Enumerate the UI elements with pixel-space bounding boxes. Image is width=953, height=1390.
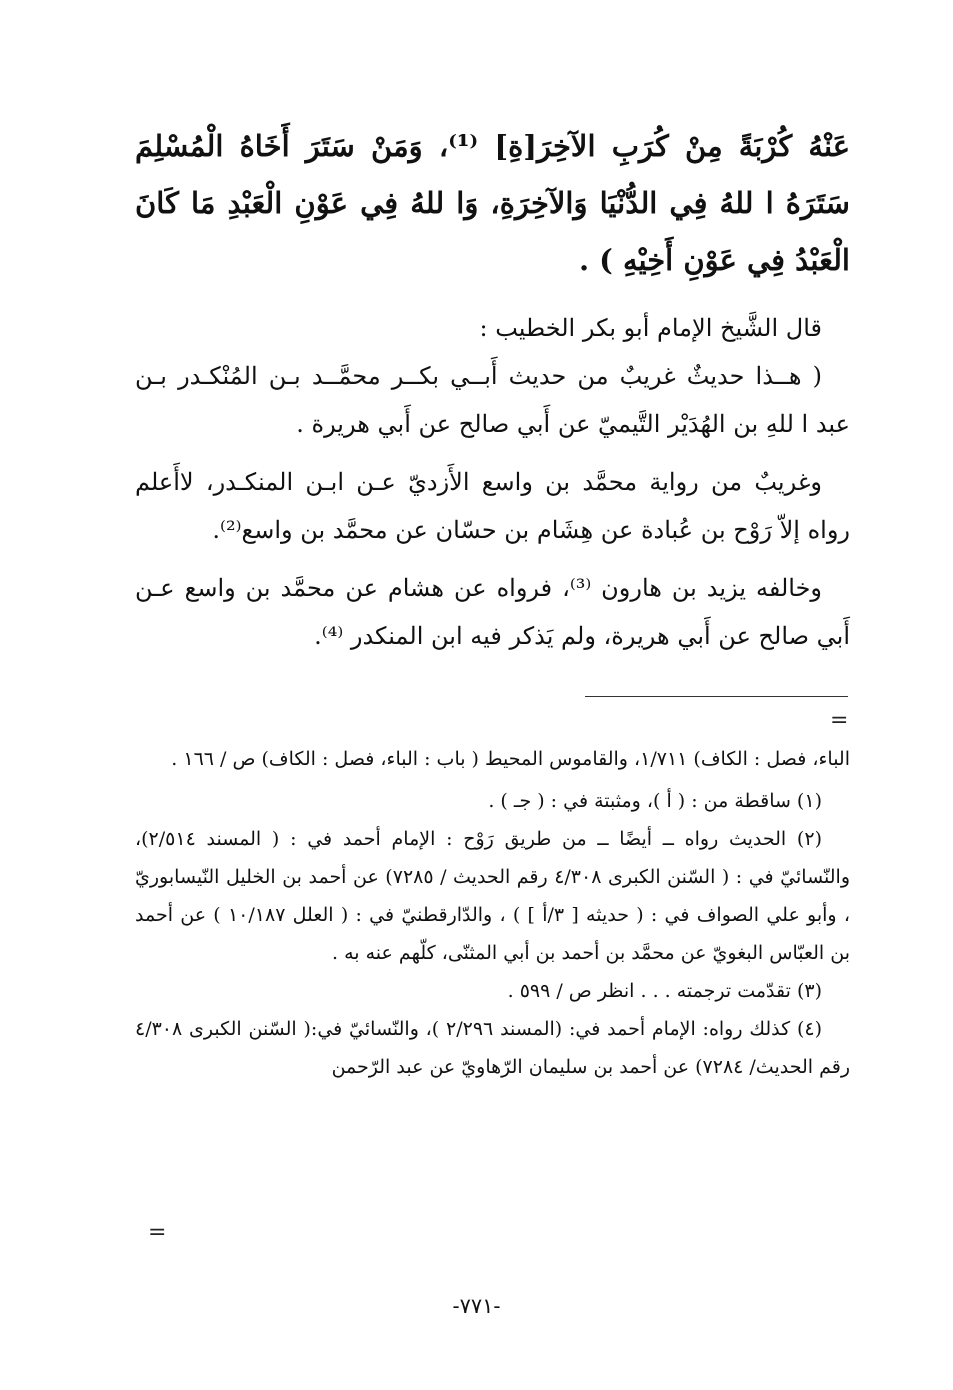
footnote-1: (١) ساقطة من : ( أ )، ومثبتة في : ( جـ ) .	[488, 790, 822, 812]
footnote-2: (٢) الحديث رواه ــ أيضًا ــ من طريق رَوْح : الإمام أحمد في : ( المسند ٢/٥١٤)، والنّسائيّ في : ( السّنن الكبرى ٤/٣٠٨ رقم الحديث / ٧٢٨٥) عن أحمد بن الخليل النّيسابوريّ ، وأبو علي الصواف في : ( حديثه [ ٣/أ ] ) ، والدّارقطنيّ في : ( العلل ١٠/١٨٧ ) عن أحمد بن العبّاس البغويّ عن محمَّد بن أحمد بن أبي المثنّى، كلّهم عنه به .	[135, 828, 850, 964]
paragraph-1: ( هــذا حديثٌ غريبٌ من حديث أَبــي بكــر محمَّــد بـن المُنْكـدر بـن عبد ا للهِ بن الهُدَيْر التَّيميّ عن أَبي صالح عن أَبي هريرة .	[135, 362, 850, 438]
commentary-block	[135, 304, 850, 660]
footnote-4: (٤) كذلك رواه: الإمام أحمد في: (المسند ٢/٢٩٦ )، والنّسائيّ في:( السّنن الكبرى ٤/٣٠٨ رقم الحديث/ ٧٢٨٤) عن أحمد بن سليمان الرّهاويّ عن عبد الرّحمن	[135, 1018, 850, 1078]
paragraph-intro: قال الشَّيخ الإمام أبو بكر الخطيب :	[479, 314, 822, 342]
hadith-text-block	[135, 118, 850, 289]
hadith-text: عَنْهُ كُرْبَةً مِنْ كُرَبِ الآخِرَ[ةِ] ⁽¹⁾، وَمَنْ سَتَرَ أَخَاهُ الْمُسْلِمَ سَتَرَهُ ا للهُ فِي الدُّنْيَا وَالآخِرَةِ، وَا للهُ فِي عَوْنِ الْعَبْدِ مَا كَانَ الْعَبْدُ فِي عَوْنِ أَخِيْهِ ) .	[135, 129, 850, 277]
page-number: -٧٧١-	[452, 1294, 501, 1318]
footnote-carryover: الباء، فصل : الكاف) ١/٧١١، والقاموس المحيط ( باب : الباء، فصل : الكاف) ص / ١٦٦ .	[171, 748, 850, 770]
footnote-separator	[585, 696, 848, 697]
continuation-mark-bottom: =	[148, 1220, 167, 1245]
footnote-3: (٣) تقدّمت ترجمته . . . انظر ص / ٥٩٩ .	[507, 980, 822, 1002]
paragraph-2: وغريبٌ من رواية محمَّد بن واسع الأَزديّ عـن ابـن المنكـدر، لاأَعلم رواه إلاّ رَوْح بن عُبادة عن هِشَام بن حسّان عن محمَّد بن واسع⁽²⁾.	[135, 468, 850, 544]
paragraph-3: وخالفه يزيد بن هارون ⁽³⁾، فرواه عن هشام عن محمَّد بن واسع عـن أَبي صالح عن أَبي هريرة، ولم يَذكر فيه ابن المنكدر ⁽⁴⁾.	[135, 574, 850, 650]
continuation-mark-top: =	[830, 708, 849, 733]
footnotes-block	[135, 740, 850, 1086]
